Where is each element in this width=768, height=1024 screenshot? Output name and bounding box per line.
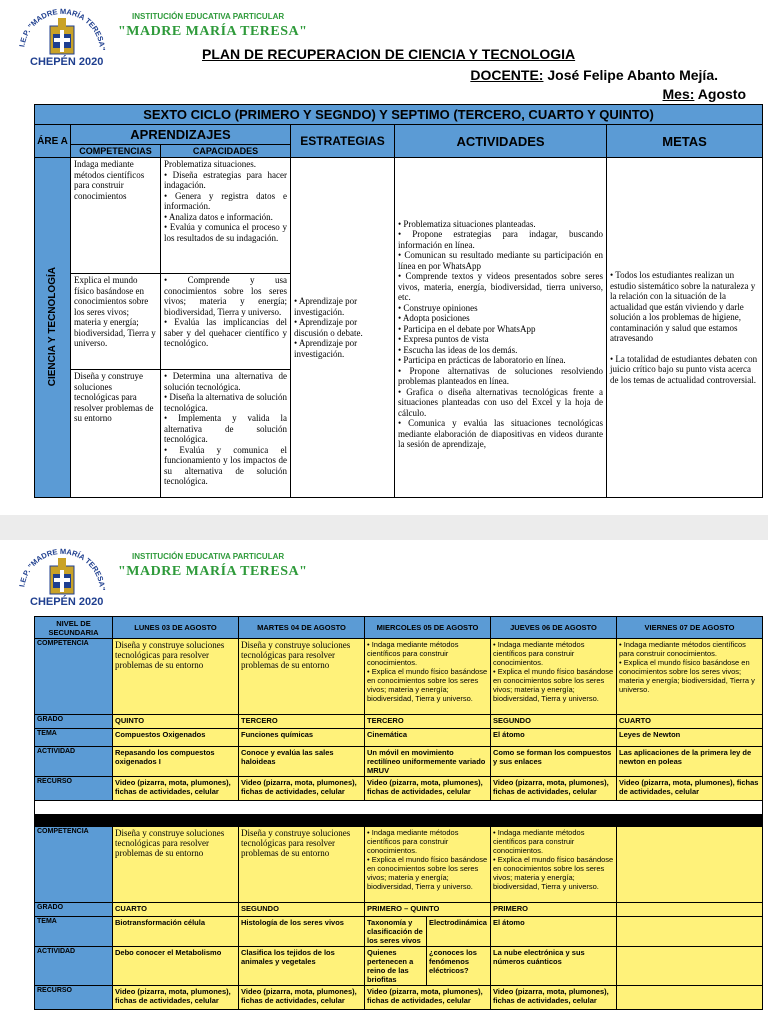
institution-name: "MADRE MARÍA TERESA" — [118, 24, 308, 39]
capacidades-header: CAPACIDADES — [161, 145, 291, 158]
actividad-item: • Propone alternativas de soluciones resolviendo problemas planteados en línea. — [398, 365, 603, 386]
grado-cell: TERCERO — [365, 715, 491, 729]
metas-header: METAS — [607, 125, 763, 158]
actividad-item: • Participa en el debate por WhatsApp — [398, 323, 536, 334]
tema-cell: Leyes de Newton — [617, 729, 763, 747]
grado-cell-empty — [617, 903, 763, 917]
area-header: ÁRE A — [35, 125, 71, 158]
plan-title: PLAN DE RECUPERACION DE CIENCIA Y TECNOLOGIA — [202, 46, 576, 62]
capacidad-item: • Evalúa las implicancias del saber y del quehacer científico y tecnológico. — [164, 317, 287, 348]
recurso-cell: Video (pizarra, mota, plumones), fichas de actividades, celular — [113, 986, 239, 1010]
capacidad-item: • Analiza datos e información. — [164, 211, 273, 222]
actividad-cell: Debo conocer el Metabolismo — [113, 947, 239, 986]
capacidades-cell — [161, 158, 291, 274]
row-label-actividad: ACTIVIDAD — [35, 947, 113, 986]
tema-cell: El átomo — [491, 917, 617, 947]
actividad-cell: Como se forman los compuestos y sus enlaces — [491, 747, 617, 777]
svg-text:I.E.P. "MADRE MARÍA TERESA": I.E.P. "MADRE MARÍA TERESA" — [17, 6, 108, 51]
competencia-cell: Diseña y construye soluciones tecnológicas para resolver problemas de su entorno — [113, 639, 239, 715]
actividad-item: • Participa en prácticas de laboratorio en línea. — [398, 355, 566, 365]
competencia-cell: Diseña y construye soluciones tecnológicas para resolver problemas de su entorno — [113, 827, 239, 903]
row-label-competencia: COMPETENCIA — [35, 827, 113, 903]
grado-cell: PRIMERO — [491, 903, 617, 917]
mes-value: Agosto — [694, 86, 746, 102]
recurso-cell: Video (pizarra, mota, plumones), fichas de actividades, celular — [491, 777, 617, 801]
row-label-tema: TEMA — [35, 917, 113, 947]
schedule-page — [0, 540, 768, 1024]
recurso-cell: Video (pizarra, mota, plumones), fichas de actividades, celular — [365, 777, 491, 801]
tema-cell: Electrodinámica — [427, 917, 491, 947]
actividad-cell: Clasifica los tejidos de los animales y vegetales — [239, 947, 365, 986]
competencia-cell: • Indaga mediante métodos científicos para construir conocimientos. • Explica el mundo físico basándose en conocimientos sobre los seres vivos; materia y energía; biodiversidad, Tierra y universo. — [491, 827, 617, 903]
tema-cell: Funciones químicas — [239, 729, 365, 747]
actividad-item: • Escucha las ideas de los demás. — [398, 344, 518, 355]
actividad-cell: ¿conoces los fenómenos eléctricos? — [427, 947, 491, 986]
actividad-item: • Propone estrategias para indagar, buscando información en línea. — [398, 229, 603, 250]
grado-cell: PRIMERO – QUINTO — [365, 903, 491, 917]
actividad-cell: Las aplicaciones de la primera ley de newton en poleas — [617, 747, 763, 777]
grado-cell: CUARTO — [617, 715, 763, 729]
competencia-cell: Diseña y construye soluciones tecnológicas para resolver problemas de su entorno — [239, 639, 365, 715]
tema-cell: Histología de los seres vivos — [239, 917, 365, 947]
institution-type: INSTITUCIÓN EDUCATIVA PARTICULAR — [132, 552, 285, 561]
institution-name: "MADRE MARÍA TERESA" — [118, 564, 308, 579]
competencia-cell: Diseña y construye soluciones tecnológicas para resolver problemas de su entorno — [239, 827, 365, 903]
competencia-cell-empty — [617, 827, 763, 903]
recurso-cell: Video (pizarra, mota, plumones), fichas de actividades, celular — [239, 777, 365, 801]
competencia-cell: • Indaga mediante métodos científicos para construir conocimientos. • Explica el mundo físico basándose en conocimientos sobre los seres vivos; materia y energía; biodiversidad, Tierra y universo. — [365, 639, 491, 715]
row-label-competencia: COMPETENCIA — [35, 639, 113, 715]
tema-cell: Biotransformación célula — [113, 917, 239, 947]
estrategia-item: • Aprendizaje por investigación. — [294, 338, 358, 359]
actividad-item: • Comunican su resultado mediante su participación en línea en por WhatsApp — [398, 250, 603, 271]
actividades-cell — [395, 158, 607, 498]
docente-name: José Felipe Abanto Mejía. — [543, 67, 718, 83]
grado-cell: SEGUNDO — [239, 903, 365, 917]
estrategia-item: • Aprendizaje por investigación. — [294, 296, 358, 317]
row-label-recurso: RECURSO — [35, 986, 113, 1010]
mes-label: Mes: — [662, 86, 695, 102]
location-year: CHEPÉN 2020 — [30, 56, 104, 68]
docente-label: DOCENTE: — [470, 67, 544, 83]
meta-item: • La totalidad de estudiantes debaten con juicio crítico bajo su punto vista acerca de los temas de actualidad controversial. — [610, 353, 758, 385]
recurso-cell: Video (pizarra, mota, plumones), fichas de actividades, celular — [239, 986, 365, 1010]
capacidad-item: • Implementa y valida la alternativa de solución tecnológica. — [164, 413, 287, 444]
row-label-grado: GRADO — [35, 715, 113, 729]
actividad-item: • Comunica y evalúa las situaciones tecnológicas mediante elaboración de diapositivas en videos durante la sesión de aprendizaje, — [398, 418, 603, 449]
grado-cell: SEGUNDO — [491, 715, 617, 729]
capacidades-cell — [161, 370, 291, 498]
capacidad-item: • Diseña estrategias para hacer indagación. — [164, 169, 287, 190]
nivel-header: NIVEL DE SECUNDARIA — [35, 617, 113, 639]
estrategia-item: • Aprendizaje por discusión o debate. — [294, 317, 363, 338]
spacer-row — [35, 801, 763, 815]
capacidad-item: • Genera y registra datos e información. — [164, 190, 287, 211]
recurso-cell: Video (pizarra, mota, plumones), fichas de actividades, celular — [113, 777, 239, 801]
actividad-item: • Expresa puntos de vista — [398, 334, 489, 344]
day-header: MIERCOLES 05 DE AGOSTO — [365, 617, 491, 639]
area-name: CIENCIA Y TECNOLOGÍA — [47, 266, 58, 386]
aprendizajes-header: APRENDIZAJES — [71, 125, 291, 145]
tema-cell: Compuestos Oxigenados — [113, 729, 239, 747]
docente-line — [470, 67, 718, 83]
competencias-header: COMPETENCIAS — [71, 145, 161, 158]
svg-text:I.E.P. "MADRE MARÍA TERESA": I.E.P. "MADRE MARÍA TERESA" — [17, 546, 108, 591]
actividad-item: • Grafica o diseña alternativas tecnológicas frente a situaciones planteadas con uso del Excel y la hoja de cálculo. — [398, 386, 603, 418]
tema-cell: Taxonomía y clasificación de los seres vivos — [365, 917, 427, 947]
row-label-tema: TEMA — [35, 729, 113, 747]
page-gap — [0, 515, 768, 540]
capacidad-item: • Comprende y usa conocimientos sobre los seres vivos; materia y energía; biodiversidad, Tierra y universo. — [164, 275, 287, 317]
cycle-header: SEXTO CICLO (PRIMERO Y SEGNDO) Y SEPTIMO (TERCERO, CUARTO Y QUINTO) — [35, 105, 763, 125]
competencia-cell: Diseña y construye soluciones tecnológicas para resolver problemas de su entorno — [71, 370, 161, 498]
recurso-cell: Video (pizarra, mota, plumones), fichas de actividades, celular — [491, 986, 617, 1010]
grado-cell: TERCERO — [239, 715, 365, 729]
estrategias-header: ESTRATEGIAS — [291, 125, 395, 158]
day-header: LUNES 03 DE AGOSTO — [113, 617, 239, 639]
actividad-item: • Comprende textos y videos presentados sobre seres vivos, materia, energía, biodiversidad, tierra universo, etc. — [398, 271, 603, 302]
row-label-grado: GRADO — [35, 903, 113, 917]
actividad-cell: La nube electrónica y sus números cuánticos — [491, 947, 617, 986]
row-label-actividad: ACTIVIDAD — [35, 747, 113, 777]
grado-cell: QUINTO — [113, 715, 239, 729]
competencia-cell: • Indaga mediante métodos científicos para construir conocimientos. • Explica el mundo físico basándose en conocimientos sobre los seres vivos; materia y energía; biodiversidad, Tierra y universo. — [491, 639, 617, 715]
capacidad-item: • Evalúa y comunica el funcionamiento y los impactos de su alternativa de solución tecnológica. — [164, 444, 287, 486]
recurso-cell: Video (pizarra, mota, plumones), fichas de actividades, celular — [617, 777, 763, 801]
recurso-cell-empty — [617, 986, 763, 1010]
day-header: JUEVES 06 DE AGOSTO — [491, 617, 617, 639]
competencia-cell: • Indaga mediante métodos científicos para construir conocimientos. • Explica el mundo físico basándose en conocimientos sobre los seres vivos; materia y energía; biodiversidad, Tierra y universo. — [617, 639, 763, 715]
grado-cell: CUARTO — [113, 903, 239, 917]
tema-cell-empty — [617, 917, 763, 947]
area-cell — [35, 158, 71, 498]
plan-table — [34, 104, 763, 498]
row-label-recurso: RECURSO — [35, 777, 113, 801]
institution-type: INSTITUCIÓN EDUCATIVA PARTICULAR — [132, 12, 285, 21]
capacidad-item: • Evalúa y comunica el proceso y los resultados de su indagación. — [164, 222, 287, 243]
actividad-item: • Adopta posiciones — [398, 313, 470, 323]
actividad-cell: Quienes pertenecen a reino de las briofitas — [365, 947, 427, 986]
actividad-item: • Problematiza situaciones planteadas. — [398, 218, 536, 229]
actividad-item: • Construye opiniones — [398, 302, 478, 313]
tema-cell: El átomo — [491, 729, 617, 747]
mes-line — [663, 86, 747, 102]
competencia-cell: • Indaga mediante métodos científicos para construir conocimientos. • Explica el mundo físico basándose en conocimientos sobre los seres vivos; materia y energía; biodiversidad, Tierra y universo. — [365, 827, 491, 903]
meta-item: • Todos los estudiantes realizan un estudio sistemático sobre la naturaleza y la relación con la situación de la actualidad que están viviendo y darle solución a los problemas de higiene, contaminación y salud que estamos atravesando — [610, 270, 756, 343]
actividad-cell: Repasando los compuestos oxigenados I — [113, 747, 239, 777]
recurso-cell: Video (pizarra, mota, plumones), fichas de actividades, celular — [365, 986, 491, 1010]
location-year: CHEPÉN 2020 — [30, 596, 104, 608]
schedule-table — [34, 616, 763, 1010]
capacidad-item: • Determina una alternativa de solución tecnológica. — [164, 371, 287, 392]
estrategias-cell — [291, 158, 395, 498]
competencia-cell: Explica el mundo físico basándose en conocimientos sobre los seres vivos; materia y energía; biodiversidad, Tierra y universo. — [71, 274, 161, 370]
capacidad-item: Problematiza situaciones. — [164, 159, 256, 169]
divider-bar — [35, 815, 763, 827]
metas-cell — [607, 158, 763, 498]
actividades-header: ACTIVIDADES — [395, 125, 607, 158]
tema-cell: Cinemática — [365, 729, 491, 747]
actividad-cell: Un móvil en movimiento rectilíneo uniformemente variado MRUV — [365, 747, 491, 777]
day-header: VIERNES 07 DE AGOSTO — [617, 617, 763, 639]
competencia-cell: Indaga mediante métodos científicos para construir conocimientos — [71, 158, 161, 274]
capacidad-item: • Diseña la alternativa de solución tecnológica. — [164, 392, 287, 413]
actividad-cell: Conoce y evalúa las sales haloideas — [239, 747, 365, 777]
capacidades-cell — [161, 274, 291, 370]
actividad-cell-empty — [617, 947, 763, 986]
day-header: MARTES 04 DE AGOSTO — [239, 617, 365, 639]
